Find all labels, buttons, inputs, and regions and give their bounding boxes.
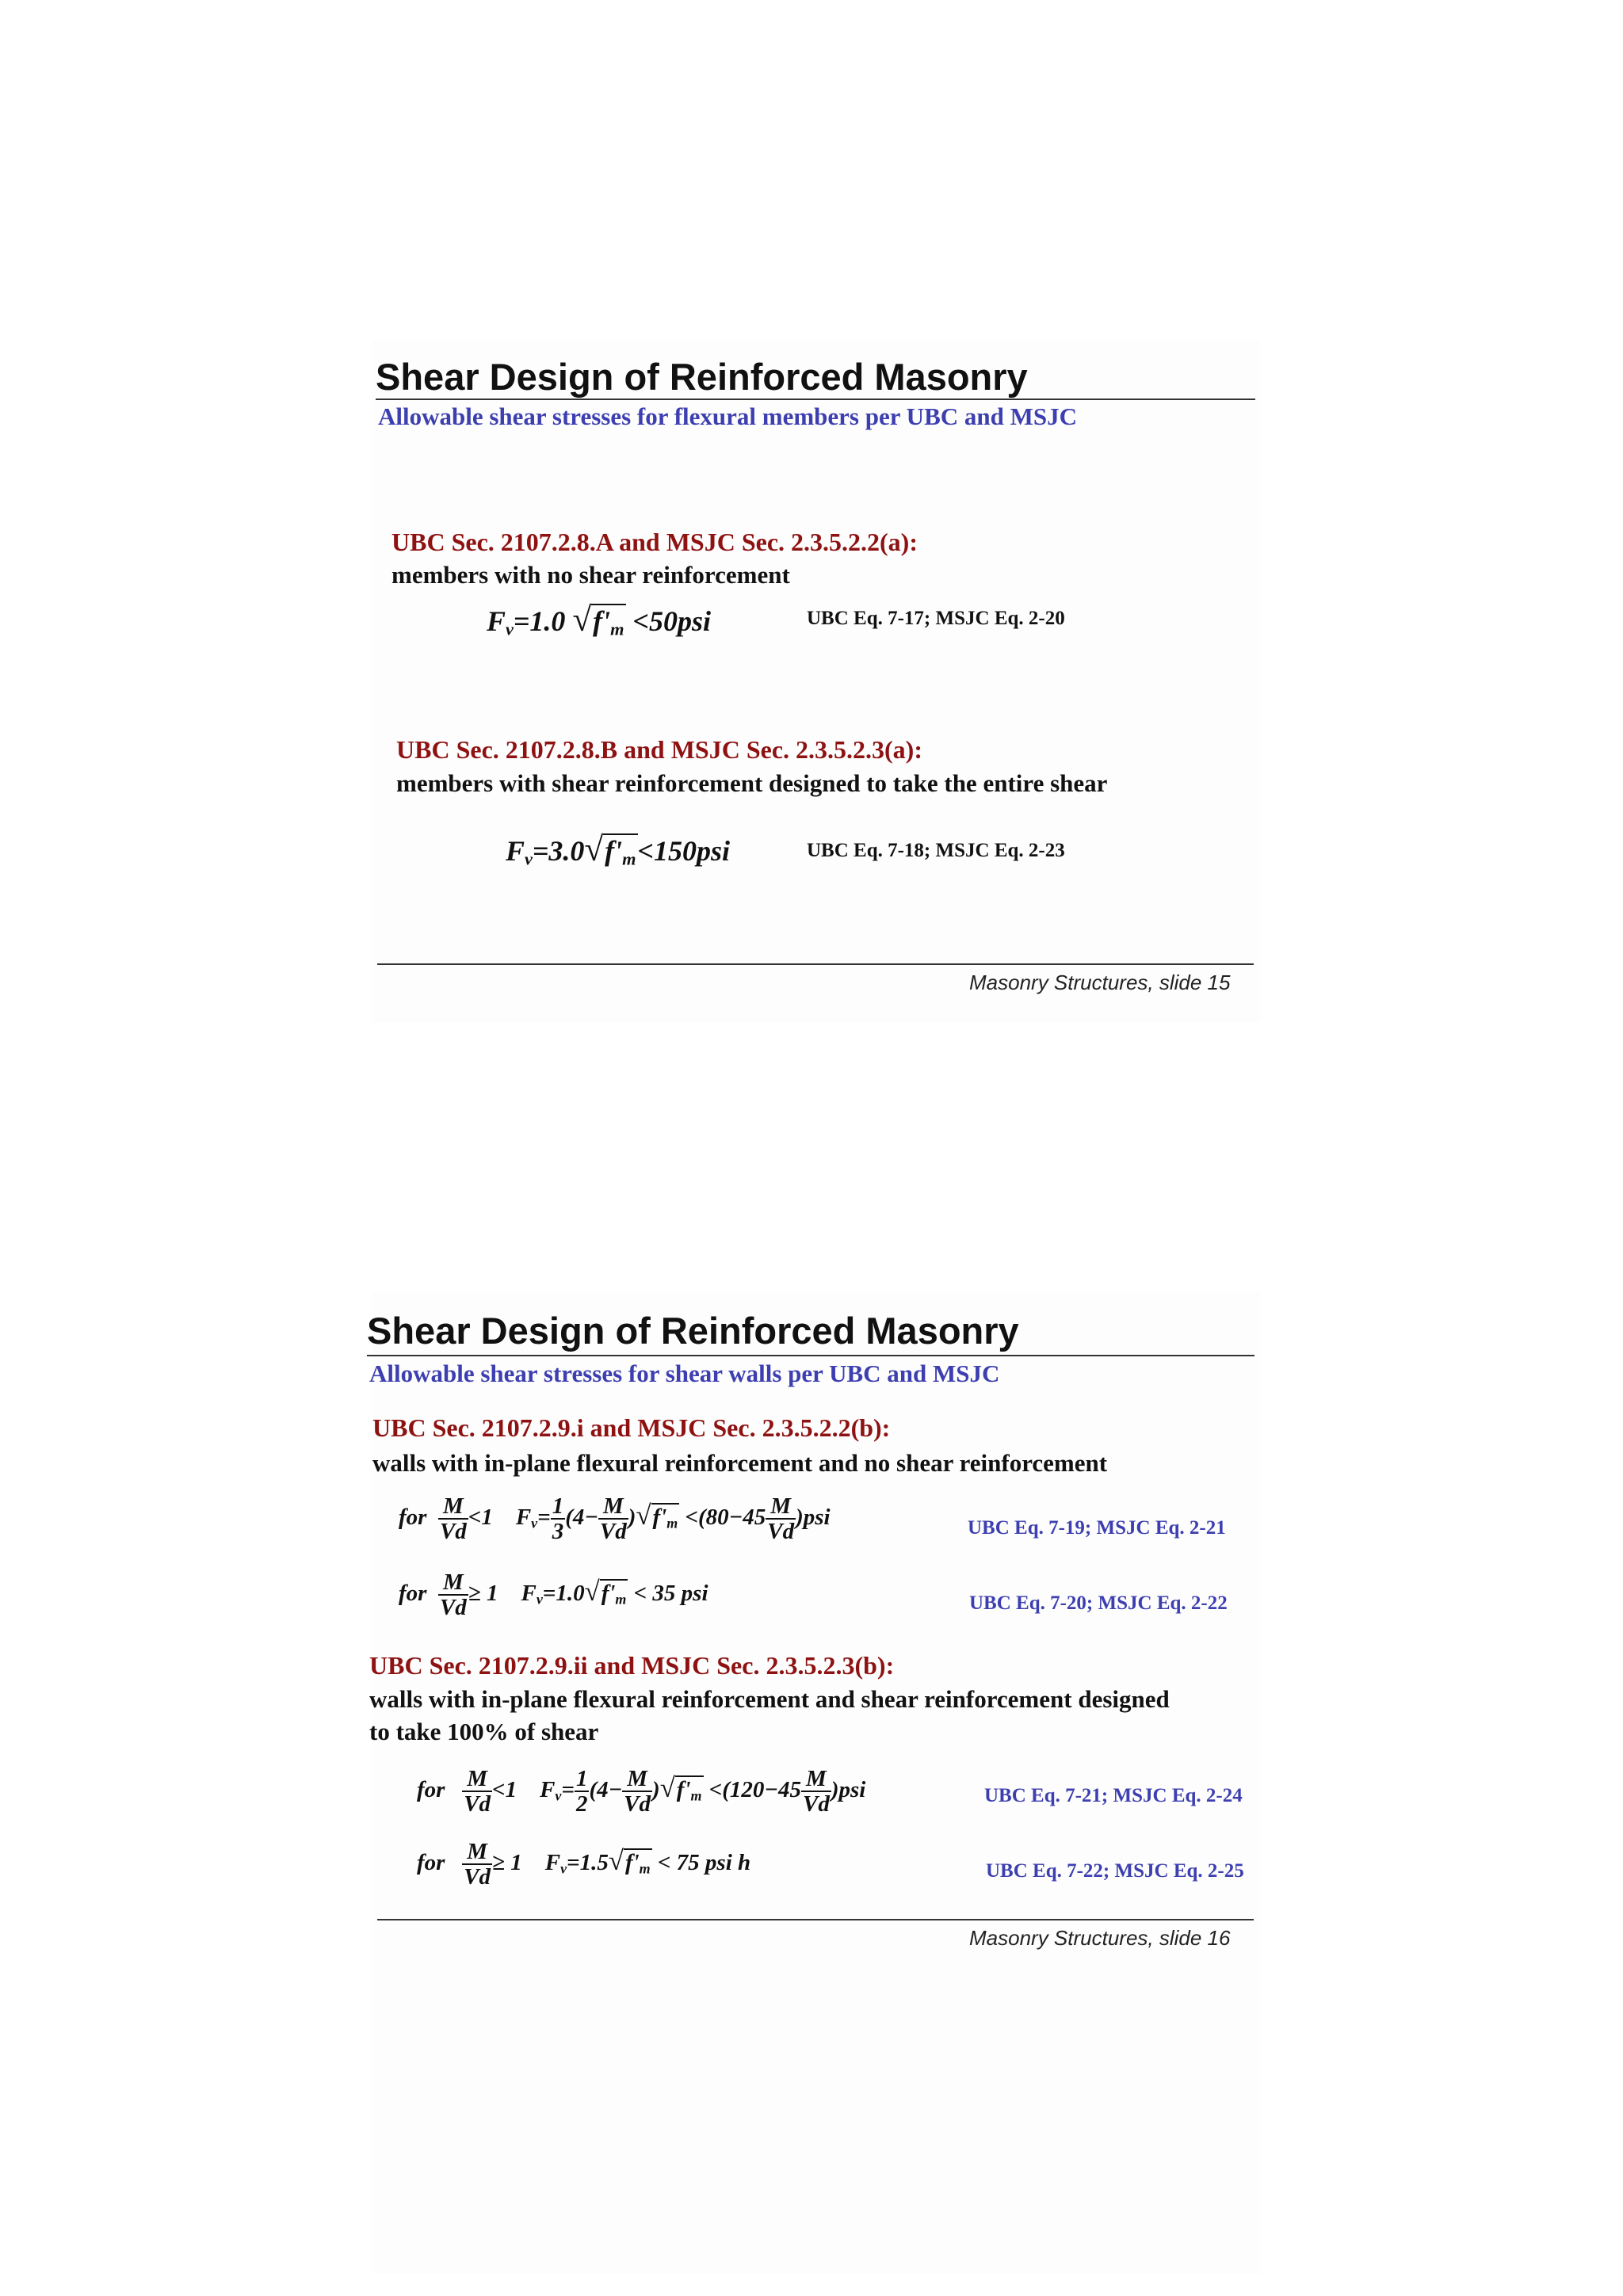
- fraction: $\frac{1}{3}$: [552, 1493, 564, 1545]
- fraction: $\frac{M}{Vd}$: [464, 1839, 491, 1890]
- fraction: $\frac{M}{Vd}$: [439, 1493, 467, 1545]
- slide-subtitle: Allowable shear stresses for flexural members per UBC and MSJC: [378, 402, 1078, 430]
- sqrt-symbol: √: [584, 831, 604, 868]
- fraction: $\frac{M}{Vd}$: [624, 1766, 651, 1817]
- section-description-line-2: to take 100% of shear: [369, 1718, 599, 1745]
- equation: Fv=3.0√f'm<150psi: [506, 831, 731, 869]
- sqrt-symbol: √: [636, 1500, 651, 1531]
- equation-reference: UBC Eq. 7-22; MSJC Eq. 2-25: [986, 1860, 1244, 1882]
- section-heading: UBC Sec. 2107.2.9.i and MSJC Sec. 2.3.5.2.2(b):: [372, 1413, 891, 1442]
- footer-rule: [377, 1919, 1254, 1920]
- fraction: $\frac{M}{Vd}$: [439, 1569, 467, 1621]
- section-description: walls with in-plane flexural reinforcement and no shear reinforcement: [372, 1449, 1108, 1477]
- sqrt-symbol: √: [572, 601, 592, 639]
- equation: for $\frac{M}{Vd}$ ≥ 1 Fv=1.0√f'm < 35 psi: [399, 1569, 708, 1621]
- equation: Fv=1.0 √f'm <50psi: [487, 601, 712, 639]
- slide-footer: Masonry Structures, slide 16: [969, 1926, 1231, 1950]
- slide-footer: Masonry Structures, slide 15: [969, 971, 1231, 994]
- equation: for $\frac{M}{Vd}$ ≥ 1 Fv=1.5√f'm < 75 psi h: [417, 1839, 751, 1890]
- sqrt-symbol: √: [584, 1576, 600, 1608]
- equation-reference: UBC Eq. 7-19; MSJC Eq. 2-21: [968, 1517, 1226, 1539]
- equation: for $\frac{M}{Vd}$ <1 Fv= $\frac{1}{3}$ (4− $\frac{M}{Vd}$ )√f'm <(80−45 $\frac{M}{Vd}$ )psi: [399, 1493, 831, 1545]
- equation-reference: UBC Eq. 7-20; MSJC Eq. 2-22: [969, 1592, 1228, 1614]
- section-description: members with no shear reinforcement: [391, 561, 790, 589]
- slide-1-background: [372, 341, 1260, 1022]
- section-heading: UBC Sec. 2107.2.9.ii and MSJC Sec. 2.3.5.2.3(b):: [369, 1651, 895, 1680]
- title-rule: [367, 1355, 1254, 1356]
- slide-title: Shear Design of Reinforced Masonry: [367, 1310, 1019, 1352]
- fraction: $\frac{M}{Vd}$: [767, 1493, 795, 1545]
- section-heading: UBC Sec. 2107.2.8.B and MSJC Sec. 2.3.5.2.3(a):: [396, 735, 922, 764]
- equation-reference: UBC Eq. 7-18; MSJC Eq. 2-23: [807, 840, 1065, 861]
- title-rule: [376, 399, 1255, 400]
- section-description: members with shear reinforcement designed to take the entire shear: [396, 769, 1108, 797]
- equation-reference: UBC Eq. 7-21; MSJC Eq. 2-24: [984, 1785, 1243, 1806]
- fraction: $\frac{M}{Vd}$: [803, 1766, 830, 1817]
- sqrt-symbol: √: [659, 1772, 675, 1804]
- equation: for $\frac{M}{Vd}$ <1 Fv= $\frac{1}{2}$ (4− $\frac{M}{Vd}$ )√f'm <(120−45 $\frac{M}{Vd}$ )psi: [417, 1766, 866, 1817]
- section-heading: UBC Sec. 2107.2.8.A and MSJC Sec. 2.3.5.2.2(a):: [391, 528, 918, 556]
- footer-rule: [377, 963, 1254, 965]
- slide-title: Shear Design of Reinforced Masonry: [376, 356, 1028, 398]
- sqrt-symbol: √: [608, 1845, 624, 1877]
- fraction: $\frac{M}{Vd}$: [464, 1766, 491, 1817]
- slide-subtitle: Allowable shear stresses for shear walls per UBC and MSJC: [369, 1360, 1000, 1387]
- fraction: $\frac{M}{Vd}$: [599, 1493, 627, 1545]
- section-description-line-1: walls with in-plane flexural reinforcement and shear reinforcement designed: [369, 1685, 1170, 1713]
- fraction: $\frac{1}{2}$: [575, 1766, 588, 1817]
- equation-reference: UBC Eq. 7-17; MSJC Eq. 2-20: [807, 608, 1065, 629]
